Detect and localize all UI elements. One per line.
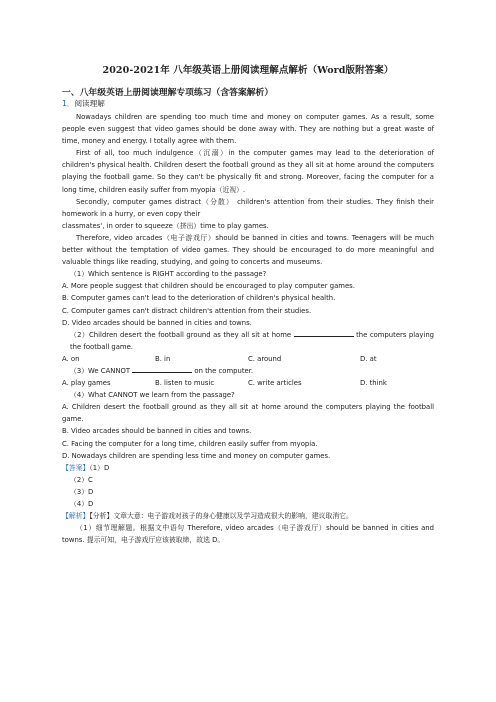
question-2-stem <box>62 329 434 353</box>
question-4-option: C. Facing the computer for a long time, children easily suffer from myopia. <box>62 439 318 448</box>
answer-blank <box>294 329 354 337</box>
answer-line <box>62 462 434 474</box>
answer-item: （1）D <box>89 463 110 472</box>
question-1-option: C. Computer games can't distract children's attention from their studies. <box>62 306 312 315</box>
question-2-option: A. on <box>62 354 80 363</box>
question-1-option: B. Computer games can't lead to the deterioration of children's physical health. <box>62 294 336 303</box>
question-4-option: D. Nowadays children are spending less time and money on computer games. <box>62 451 331 460</box>
question-3-stem-start: （3）We CANNOT <box>70 366 133 375</box>
item-label: 阅读理解 <box>74 99 105 108</box>
analysis-line <box>62 510 434 522</box>
passage-paragraph: First of all, too much indulgence（沉溺）in the computer games may lead to the deterioration of children's physical health. Children desert the football ground as they all sit at home around the computers playing the football game. So they can't be physically fit and strong. Moreover, facing the computer for a long time, children easily suffer from myopia（近视）. <box>62 149 434 194</box>
passage-paragraph: Secondly, computer games distract（分散） children's attention from their studies. They finish their homework in a hurry, or even copy their <box>62 197 434 218</box>
analysis-text: 【分析】文章大意：电子游戏对孩子的身心健康以及学习造成很大的影响，建议取消它。 <box>89 512 353 521</box>
question-2-stem-end: the computers playing the football game. <box>70 330 434 351</box>
question-2-option: C. around <box>248 354 282 363</box>
question-2-options <box>62 353 434 365</box>
question-1-stem: （1）Which sentence is RIGHT according to the passage? <box>70 270 267 279</box>
item-heading <box>62 98 105 109</box>
question-3-option: D. think <box>360 379 387 388</box>
passage-paragraph: classmates', in order to squeeze（挤出）time to play games. <box>62 221 269 230</box>
analysis-label: 【解析】 <box>62 512 90 521</box>
question-4-stem: （4）What CANNOT we learn from the passage? <box>70 391 235 400</box>
question-1-option: D. Video arcades should be banned in cities and towns. <box>62 318 252 327</box>
question-3-option: C. write articles <box>248 379 302 388</box>
passage-paragraph: Nowadays children are spending too much time and money on computer games. As a result, some people even suggest that video games should be done away with. They are nothing but a great waste of time, money and energy. I totally agree with them. <box>62 113 434 146</box>
passage-paragraph: Therefore, video arcades（电子游戏厅）should be banned in cities and towns. Teenagers will be much better without the temptation of video games. They should be encouraged to do more meaningful and valuable things like reading, studying, and going to concerts and museums. <box>62 233 434 267</box>
analysis-detail: （1）细节理解题。根据文中语句 Therefore, video arcades（电子游戏厅）should be banned in cities and towns. 提示可知，电子游戏厅应该被取缔，故选 D。 <box>62 524 434 545</box>
question-3-stem-end: on the computer. <box>192 366 254 375</box>
question-4-option: B. Video arcades should be banned in cities and towns. <box>62 427 252 436</box>
question-3-options <box>62 377 434 389</box>
answer-label: 【答案】 <box>62 463 90 472</box>
item-number: 1． <box>62 99 75 108</box>
question-2-stem-start: （2）Children desert the football ground as they all sit at home <box>70 330 294 339</box>
question-2-option: D. at <box>360 354 377 363</box>
question-4-option: A. Children desert the football ground as they all sit at home around the computers playing the football game. <box>62 403 434 424</box>
question-3-option: A. play games <box>62 379 111 388</box>
question-2-option: B. in <box>155 354 171 363</box>
answer-item: （2）C <box>70 475 93 484</box>
answer-item: （3）D <box>70 487 94 496</box>
answer-item: （4）D <box>70 500 94 508</box>
answer-blank <box>132 365 192 373</box>
question-3-option: B. listen to music <box>155 379 215 388</box>
passage-body <box>62 111 434 546</box>
question-3-stem <box>62 365 434 377</box>
section-heading: 一、八年级英语上册阅读理解专项练习（含答案解析） <box>62 88 274 98</box>
page-title: 2020-2021年 八年级英语上册阅读理解点解析（Word版附答案） <box>102 65 394 76</box>
question-1-option: A. More people suggest that children should be encouraged to play computer games. <box>62 282 355 291</box>
